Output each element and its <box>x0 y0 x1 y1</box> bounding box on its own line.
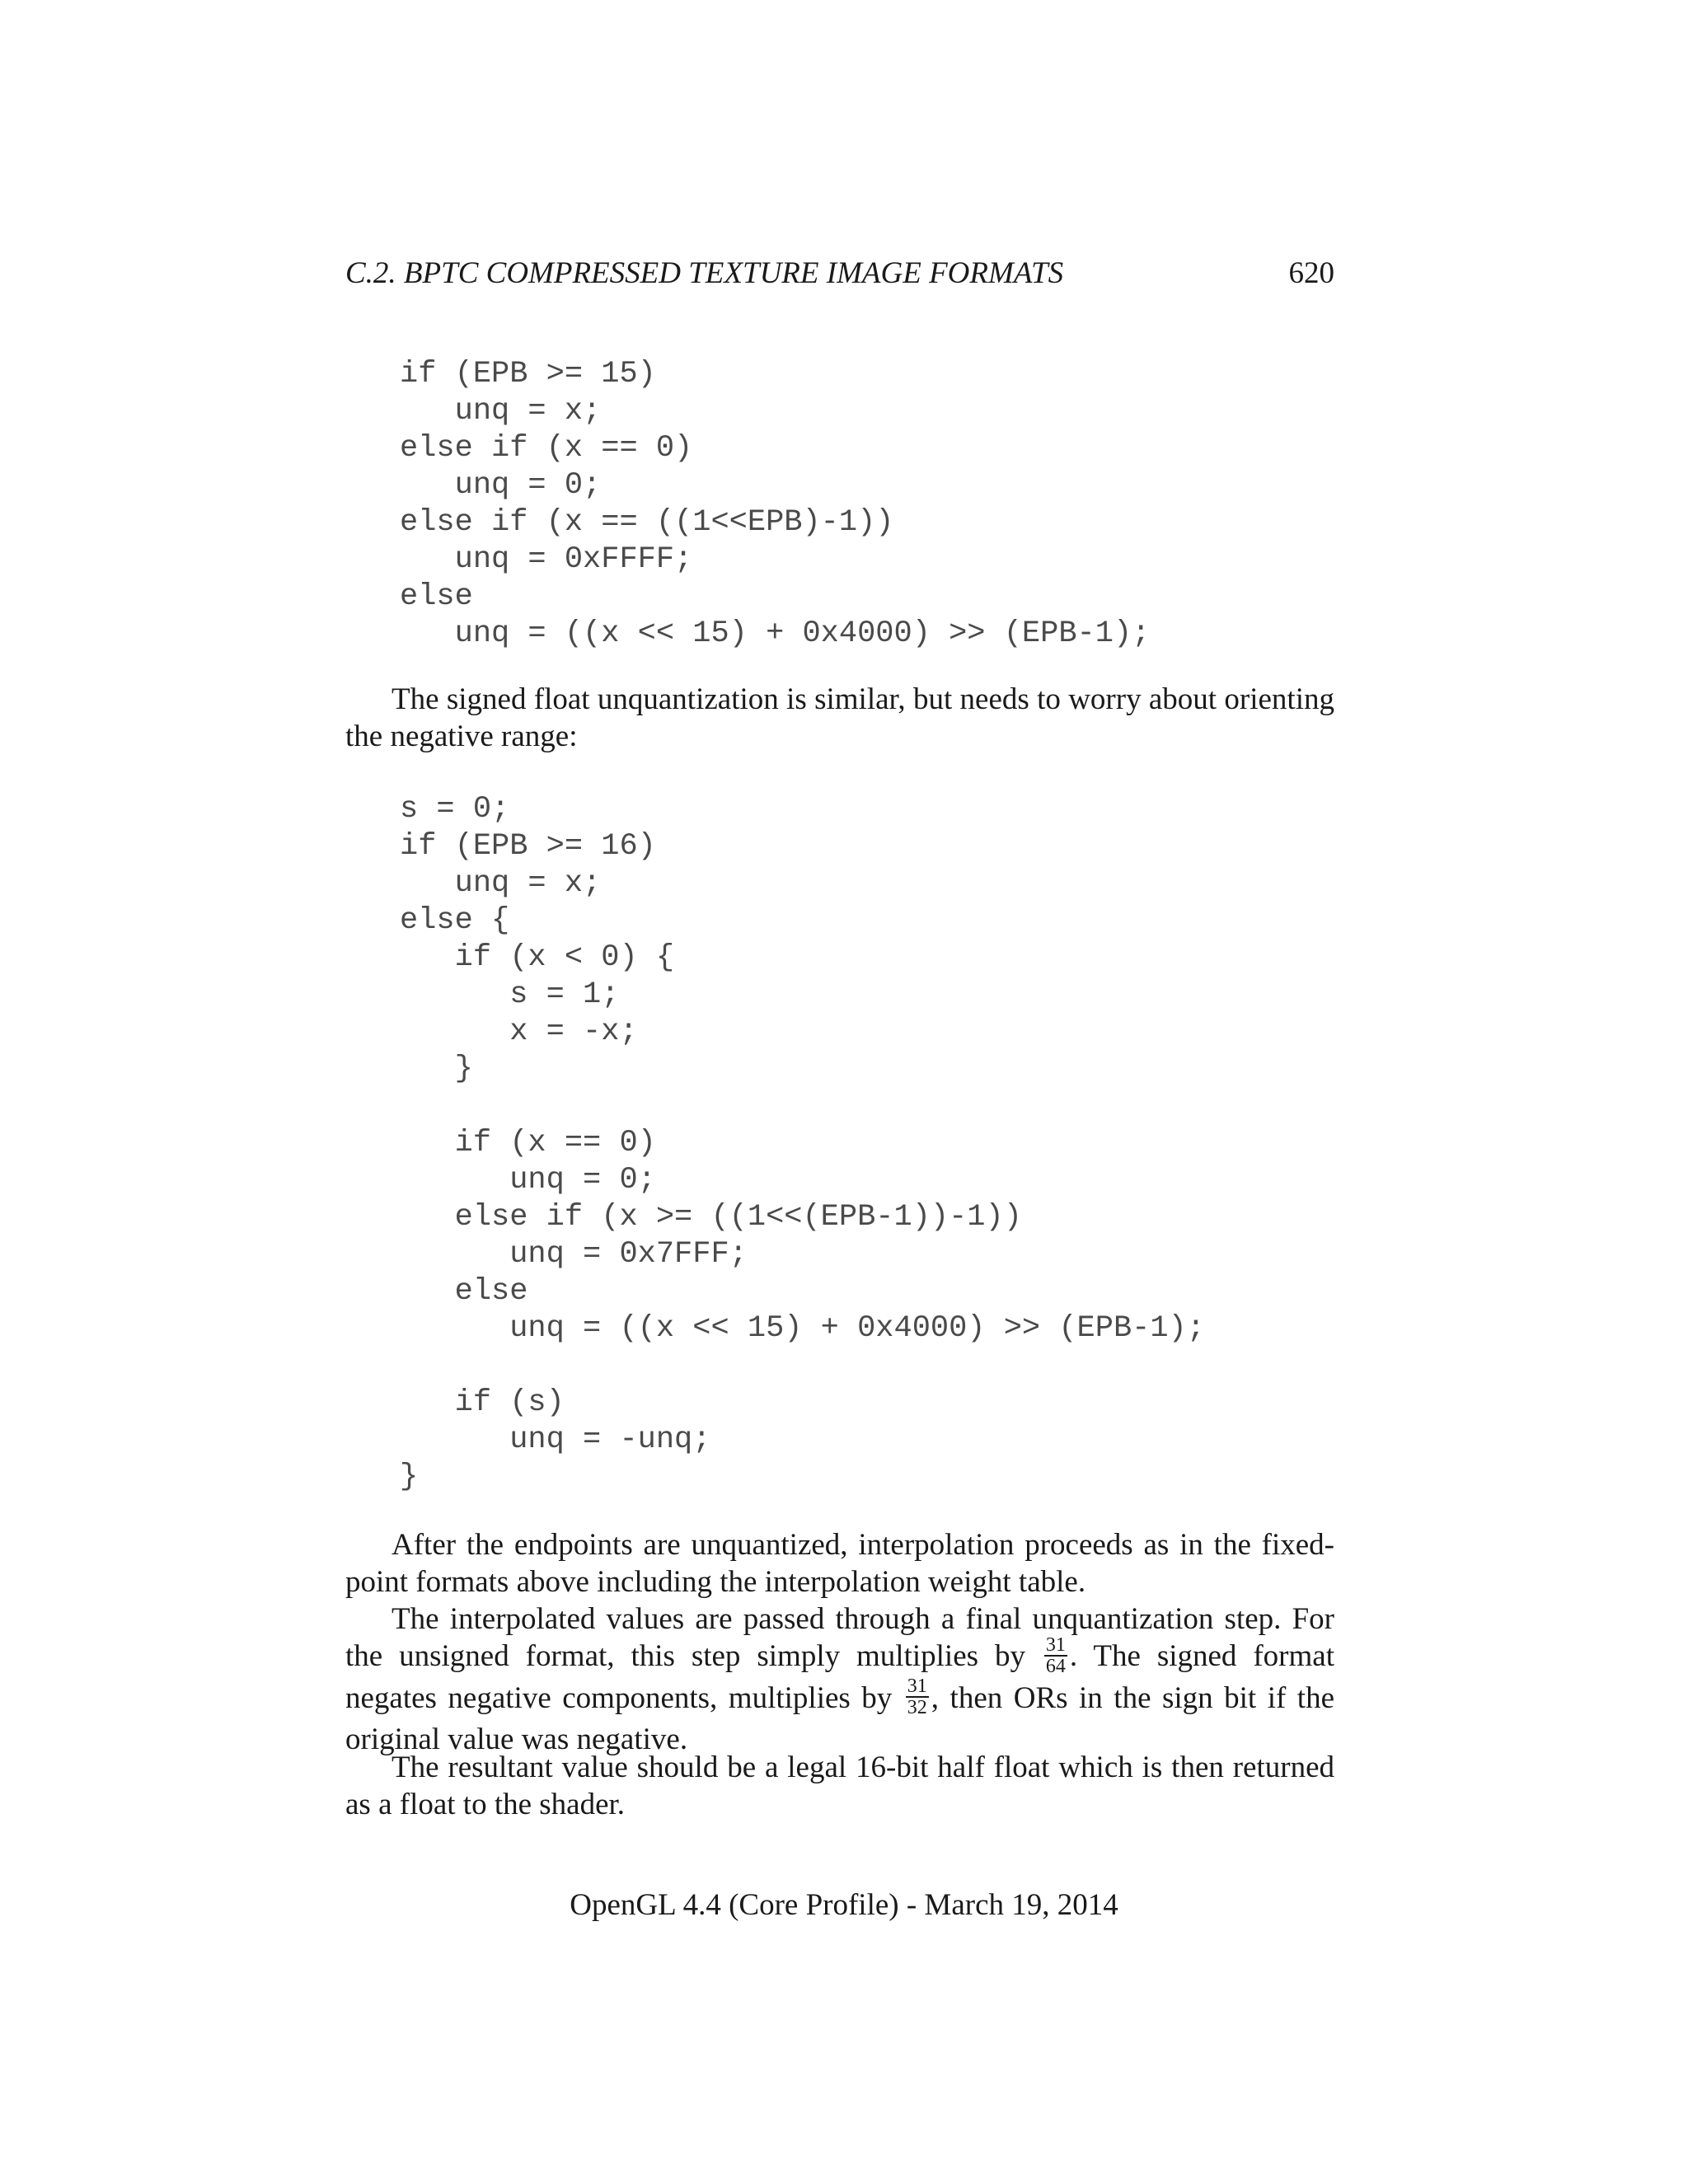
code-line: else <box>400 1274 528 1309</box>
code-line: if (x == 0) <box>400 1126 656 1160</box>
code-line: unq = ((x << 15) + 0x4000) >> (EPB-1); <box>400 616 1151 651</box>
fraction-31-64 <box>1044 1635 1067 1676</box>
code-line: else { <box>400 903 510 938</box>
fraction-numerator: 31 <box>1045 1633 1066 1656</box>
code-line: unq = ((x << 15) + 0x4000) >> (EPB-1); <box>400 1311 1205 1346</box>
code-line: unq = 0xFFFF; <box>400 542 693 577</box>
fraction-denominator: 32 <box>907 1697 927 1719</box>
code-line: unq = x; <box>400 394 602 429</box>
page-footer: OpenGL 4.4 (Core Profile) - March 19, 2014 <box>570 1888 1118 1922</box>
code-line: s = 1; <box>400 977 620 1012</box>
code-line: unq = 0x7FFF; <box>400 1237 748 1272</box>
fraction-numerator: 31 <box>907 1675 927 1698</box>
code-line: if (x < 0) { <box>400 940 675 975</box>
code-line: if (EPB >= 15) <box>400 357 656 391</box>
page-number: 620 <box>1288 256 1334 290</box>
paragraph-text: After the endpoints are unquantized, interpolation proceeds as in the fixed-point formats above including the interpolation weight table. <box>345 1528 1334 1599</box>
paragraph-signed-intro <box>345 681 1334 755</box>
code-block-unsigned-unquantize <box>400 356 1150 653</box>
code-line: x = -x; <box>400 1015 638 1049</box>
code-line: else <box>400 579 473 614</box>
paragraph-result <box>345 1749 1334 1823</box>
paragraph-text: , then ORs in the sign bit if the original value was negative. <box>345 1680 1335 1757</box>
code-line <box>400 1347 1205 1385</box>
code-line: else if (x == ((1<<EPB)-1)) <box>400 505 894 540</box>
code-line: } <box>400 1052 473 1086</box>
code-line <box>400 1088 1205 1125</box>
code-line: } <box>400 1460 419 1494</box>
paragraph-text: The resultant value should be a legal 16-bit half float which is then returned as a float to the shader. <box>345 1750 1334 1821</box>
code-line: s = 0; <box>400 792 510 827</box>
paragraph-text: . The signed format negates negative components, multiplies by <box>345 1639 1334 1715</box>
code-line: if (EPB >= 16) <box>400 829 656 864</box>
code-line: unq = 0; <box>400 468 602 503</box>
paragraph-interpolation <box>345 1526 1334 1601</box>
paragraph-final-unquantization <box>345 1601 1334 1758</box>
paragraph-text: The signed float unquantization is similar, but needs to worry about orienting the negative range: <box>345 682 1334 753</box>
code-block-signed-unquantize <box>400 791 1205 1496</box>
code-line: unq = 0; <box>400 1163 656 1197</box>
code-line: unq = -unq; <box>400 1422 711 1457</box>
running-header <box>345 255 1334 302</box>
section-title: C.2. BPTC COMPRESSED TEXTURE IMAGE FORMATS <box>345 256 1064 290</box>
paragraph-text: The interpolated values are passed through a final unquantization step. For the unsigned format, this step simply multiplies by <box>345 1602 1334 1673</box>
fraction-31-32 <box>906 1676 929 1718</box>
code-line: unq = x; <box>400 866 602 901</box>
code-line: else if (x >= ((1<<(EPB-1))-1)) <box>400 1200 1022 1235</box>
fraction-denominator: 64 <box>1045 1655 1066 1677</box>
code-line: else if (x == 0) <box>400 431 693 466</box>
code-line: if (s) <box>400 1385 565 1420</box>
